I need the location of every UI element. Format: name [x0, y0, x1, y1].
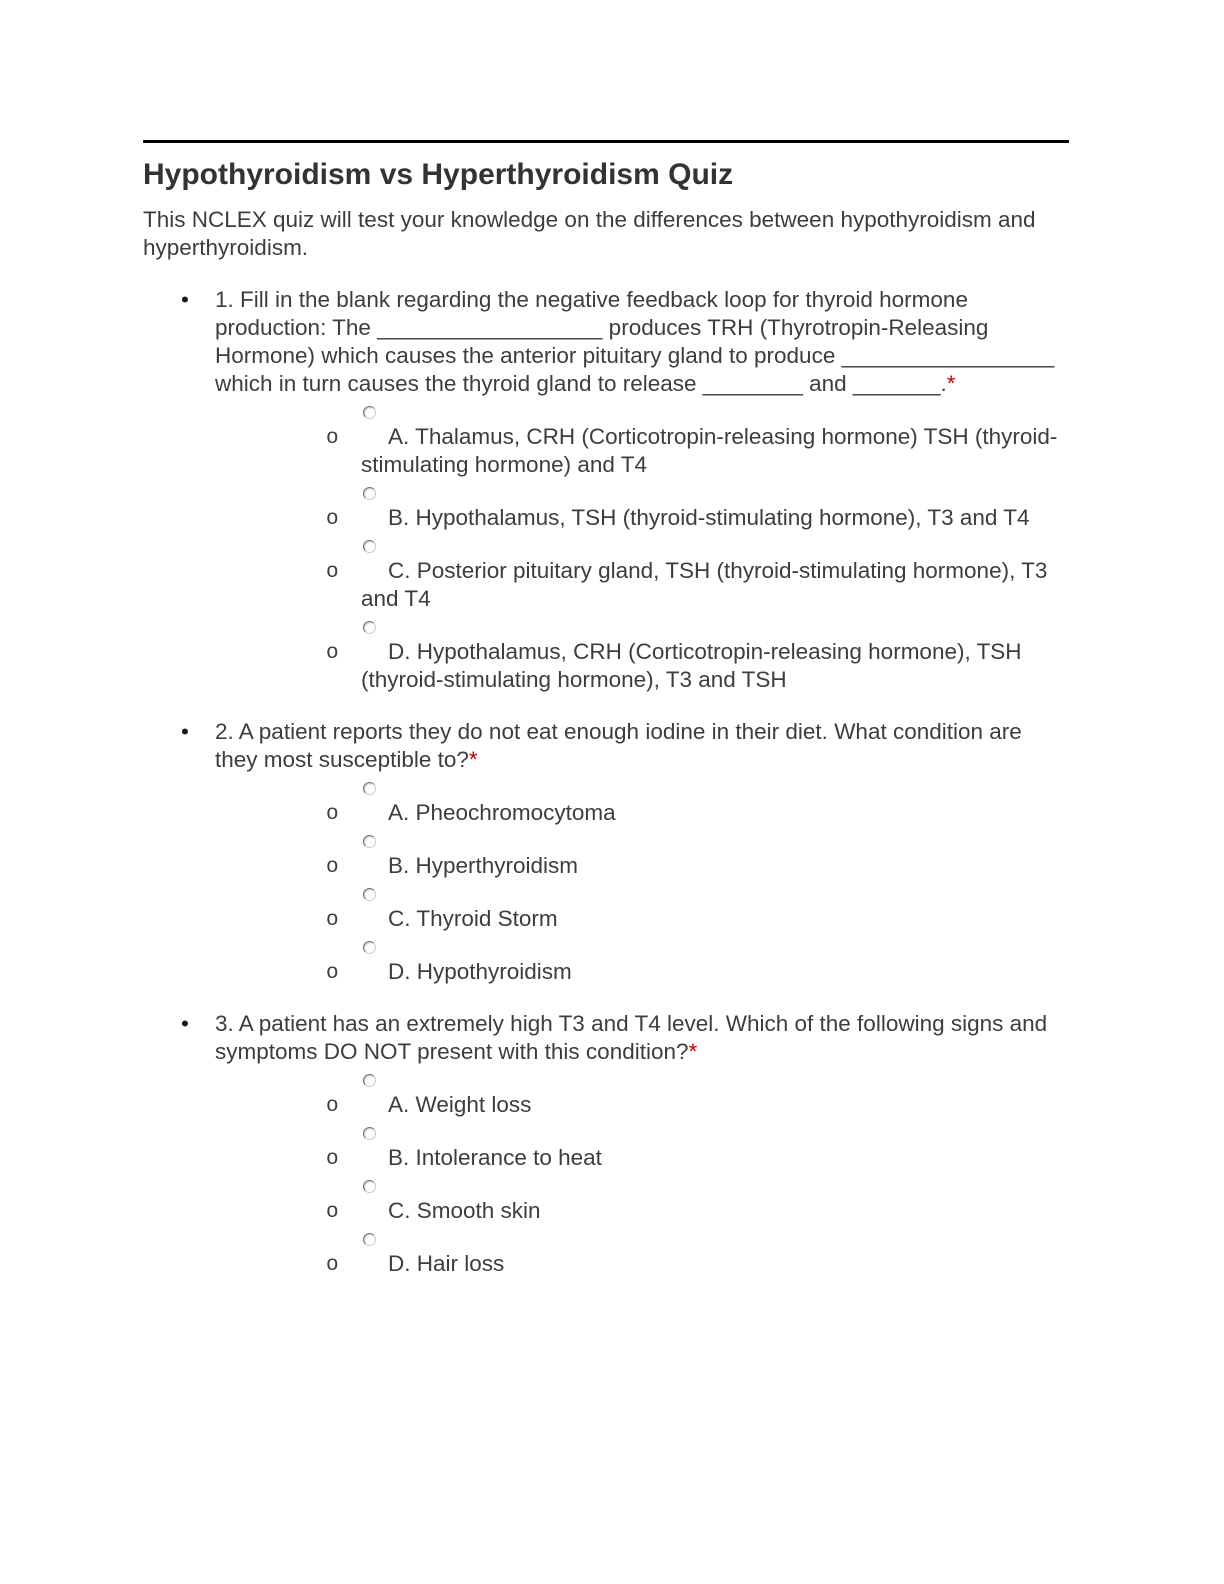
- option-label: C. Posterior pituitary gland, TSH (thyroid-stimulating hormone), T3 and T4: [361, 558, 1048, 611]
- question-1-text: 1. Fill in the blank regarding the negative feedback loop for thyroid hormone production: The __________________ produces TRH (Thyrotropin-Releasing Hormone) which causes the anterior pituitary gland to produce _________________ which in turn causes the thyroid gland to release ________ and _______.: [215, 287, 1055, 396]
- option-label: B. Hyperthyroidism: [388, 853, 579, 878]
- option-label: B. Intolerance to heat: [388, 1145, 602, 1170]
- option-marker: o: [326, 1201, 339, 1224]
- required-asterisk: *: [468, 747, 478, 772]
- radio-button-icon[interactable]: [363, 406, 376, 419]
- answer-option-1a[interactable]: [215, 406, 1069, 479]
- intro-paragraph: This NCLEX quiz will test your knowledge on the differences between hypothyroidism and hyperthyroidism.: [143, 207, 1036, 260]
- question-2-options: [215, 782, 1069, 986]
- bullet-marker-icon: •: [181, 719, 189, 744]
- radio-button-icon[interactable]: [363, 1233, 376, 1246]
- answer-option-2a[interactable]: [215, 782, 1069, 827]
- bullet-marker-icon: •: [181, 1011, 189, 1036]
- option-label: D. Hair loss: [388, 1251, 505, 1276]
- answer-option-3a[interactable]: [215, 1074, 1069, 1119]
- option-marker: o: [326, 1148, 339, 1171]
- option-marker: o: [326, 427, 339, 450]
- answer-option-1b[interactable]: [215, 487, 1069, 532]
- radio-button-icon[interactable]: [363, 941, 376, 954]
- answer-option-2b[interactable]: [215, 835, 1069, 880]
- option-label: A. Weight loss: [388, 1092, 532, 1117]
- answer-option-1d[interactable]: [215, 621, 1069, 694]
- document-page: [143, 140, 1069, 1278]
- radio-button-icon[interactable]: [363, 782, 376, 795]
- question-1-options: [215, 406, 1069, 694]
- option-marker: o: [326, 803, 339, 826]
- option-label: B. Hypothalamus, TSH (thyroid-stimulating hormone), T3 and T4: [388, 505, 1030, 530]
- question-2: [143, 718, 1069, 986]
- answer-option-3b[interactable]: [215, 1127, 1069, 1172]
- option-marker: o: [326, 508, 339, 531]
- radio-button-icon[interactable]: [363, 1180, 376, 1193]
- option-label: A. Thalamus, CRH (Corticotropin-releasing hormone) TSH (thyroid-stimulating hormone) and T4: [361, 424, 1058, 477]
- option-marker: o: [326, 642, 339, 665]
- option-marker: o: [326, 1254, 339, 1277]
- radio-button-icon[interactable]: [363, 835, 376, 848]
- option-marker: o: [326, 561, 339, 584]
- option-label: C. Smooth skin: [388, 1198, 541, 1223]
- radio-button-icon[interactable]: [363, 1074, 376, 1087]
- required-asterisk: *: [946, 371, 956, 396]
- option-label: D. Hypothalamus, CRH (Corticotropin-releasing hormone), TSH (thyroid-stimulating hormone), T3 and TSH: [361, 639, 1022, 692]
- option-marker: o: [326, 856, 339, 879]
- question-2-text: 2. A patient reports they do not eat enough iodine in their diet. What condition are they most susceptible to?: [215, 719, 1022, 772]
- answer-option-3c[interactable]: [215, 1180, 1069, 1225]
- answer-option-3d[interactable]: [215, 1233, 1069, 1278]
- question-1: [143, 286, 1069, 694]
- question-3-options: [215, 1074, 1069, 1278]
- question-3-text: 3. A patient has an extremely high T3 and T4 level. Which of the following signs and symptoms DO NOT present with this condition?: [215, 1011, 1048, 1064]
- option-label: C. Thyroid Storm: [388, 906, 558, 931]
- radio-button-icon[interactable]: [363, 621, 376, 634]
- radio-button-icon[interactable]: [363, 540, 376, 553]
- radio-button-icon[interactable]: [363, 888, 376, 901]
- required-asterisk: *: [688, 1039, 698, 1064]
- option-marker: o: [326, 1095, 339, 1118]
- option-label: D. Hypothyroidism: [388, 959, 572, 984]
- bullet-marker-icon: •: [181, 287, 189, 312]
- question-3: [143, 1010, 1069, 1278]
- answer-option-2c[interactable]: [215, 888, 1069, 933]
- answer-option-2d[interactable]: [215, 941, 1069, 986]
- answer-option-1c[interactable]: [215, 540, 1069, 613]
- page-title: Hypothyroidism vs Hyperthyroidism Quiz: [143, 158, 734, 191]
- radio-button-icon[interactable]: [363, 487, 376, 500]
- question-list: [143, 286, 1069, 1278]
- radio-button-icon[interactable]: [363, 1127, 376, 1140]
- option-marker: o: [326, 962, 339, 985]
- option-marker: o: [326, 909, 339, 932]
- option-label: A. Pheochromocytoma: [388, 800, 616, 825]
